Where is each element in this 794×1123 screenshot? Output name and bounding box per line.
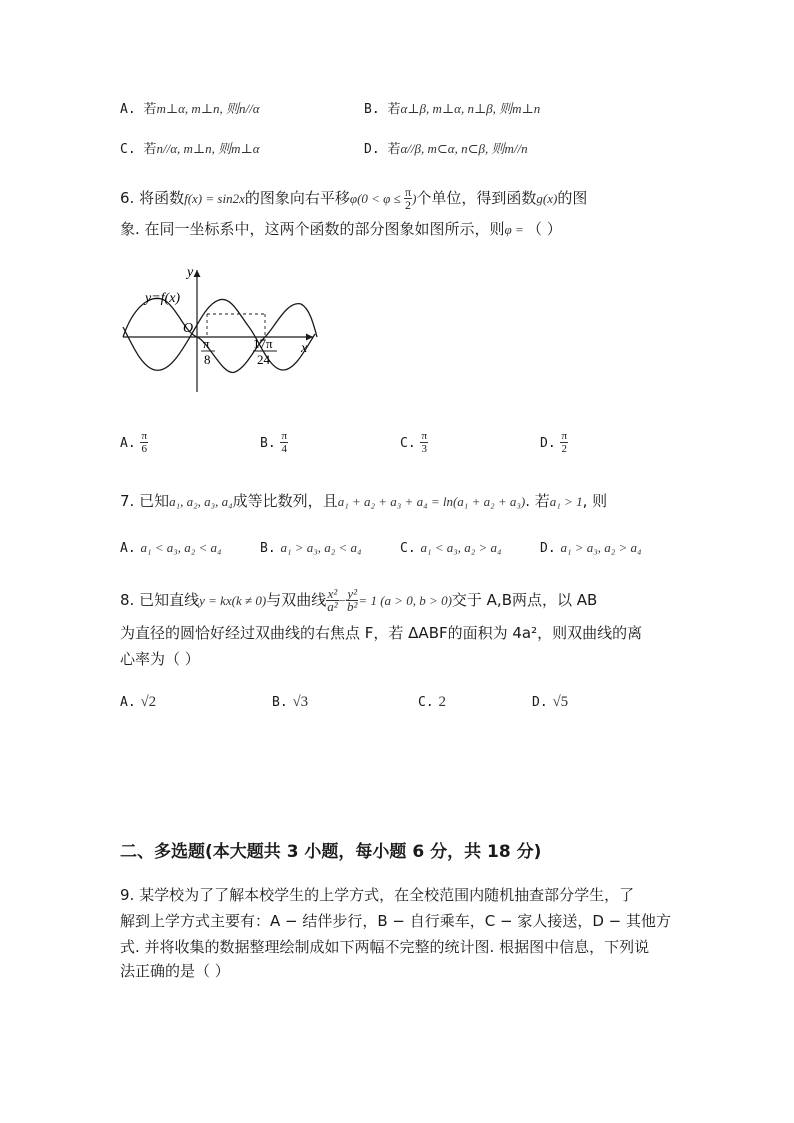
tick-pi-8-num: π: [203, 336, 210, 351]
f-curve: [123, 298, 317, 372]
q6-text: 的图象向右平移: [244, 189, 350, 207]
option-math: n//α, m⊥n, 则m⊥α: [156, 141, 260, 156]
q8-line2: 为直径的圆恰好经过双曲线的右焦点 F，若 ΔABF的面积为 4a²，则双曲线的离: [120, 624, 643, 642]
q6-f-def: f(x) = sin2x: [184, 191, 245, 206]
q7-stem: 7. 已知a₁, a₂, a₃, a₄成等比数列，且a₁ + a₂ + a₃ + a₄ = ln(a₁ + a₂ + a₃). 若a₁ > 1, 则: [120, 492, 608, 510]
q8-x2-over-a2: $\frac{\text{x²}}{\text{a²}}$: [327, 586, 338, 614]
option-label: A. 若: [120, 102, 157, 117]
q6-option-d: D. $\frac{\pi}{2}$: [540, 430, 567, 455]
option-math: α//β, m⊂α, n⊂β, 则m//n: [400, 141, 528, 156]
option-label: B. 若: [364, 102, 401, 117]
q6-phi-range: φ(0 < φ ≤: [349, 191, 404, 206]
q8-hyperbola-rest: = 1 (a > 0, b > 0): [358, 593, 452, 608]
q7-seq: a₁, a₂, a₃, a₄: [169, 494, 233, 509]
q7-eq: a₁ + a₂ + a₃ + a₄ = ln(a₁ + a₂ + a₃): [337, 494, 526, 509]
q8-line3: 心率为（ ）: [120, 650, 200, 668]
tick-17pi-24-den: 24: [257, 352, 270, 367]
q6-text: 象. 在同一坐标系中，这两个函数的部分图象如图所示，则: [120, 220, 505, 238]
q6-text: 的图: [557, 189, 588, 207]
f-label: y=f(x): [145, 291, 181, 306]
option-label: D. 若: [364, 142, 401, 157]
section-heading: 二、多选题(本大题共 3 小题，每小题 6 分，共 18 分): [120, 842, 542, 862]
q9-line4: 法正确的是（ ）: [120, 962, 230, 980]
answer-blank: （ ）: [527, 220, 562, 238]
tick-pi-8-den: 8: [204, 352, 211, 367]
option-math: α⊥β, m⊥α, n⊥β, 则m⊥n: [400, 101, 541, 116]
q5-option-d: [364, 138, 528, 157]
q9-line2: 解到上学方式主要有：A − 结伴步行，B − 自行乘车，C − 家人接送，D − 其他方: [120, 912, 671, 930]
q6-option-a: A. $\frac{\pi}{6}$: [120, 430, 147, 455]
q7-option-c: C. a₁ < a₃, a₂ > a₄: [400, 540, 502, 556]
q6-g: g(x): [536, 191, 558, 206]
q6-text: 6. 将函数: [120, 189, 185, 207]
q7-option-d: D. a₁ > a₃, a₂ > a₄: [540, 540, 642, 556]
q8-option-c: C. 2: [418, 694, 446, 710]
tick-17pi-24-num: 17π: [253, 336, 273, 351]
q6-option-b: B. $\frac{\pi}{4}$: [260, 430, 287, 455]
q6-line2: [120, 218, 562, 239]
option-math: m⊥α, m⊥n, 则n//α: [156, 101, 260, 116]
q6-phi: φ =: [504, 222, 528, 237]
q7-option-a: A. a₁ < a₃, a₂ < a₄: [120, 540, 222, 556]
q8-line1: 8. 已知直线y = kx(k ≠ 0)与双曲线 $\frac{\text{x²}}{\text{a²}}$ − $\frac{\text{y²}}{\text{b²}}$ = 1 (a > 0, b > 0)交于 A,B两点，以 AB: [120, 586, 598, 614]
y-axis-label: y: [187, 265, 194, 280]
q8-y2-over-b2: $\frac{\text{y²}}{\text{b²}}$: [347, 586, 358, 614]
q9-line3: 式. 并将收集的数据整理绘制成如下两幅不完整的统计图. 根据图中信息，下列说: [120, 938, 650, 956]
q9-line1: 9. 某学校为了了解本校学生的上学方式，在全校范围内随机抽查部分学生，了: [120, 886, 635, 904]
q8-line-eq: y = kx(k ≠ 0): [199, 593, 267, 608]
q7-cond: a₁ > 1: [549, 494, 583, 509]
q5-option-a: [120, 98, 260, 117]
q8-option-a: A. √2: [120, 694, 157, 710]
q6-text: 个单位，得到函数: [416, 189, 537, 207]
option-label: C. 若: [120, 142, 157, 157]
q6-option-c: C. $\frac{\pi}{3}$: [400, 430, 427, 455]
q6-pi-over-2: $\frac{\pi}{2}$: [405, 185, 412, 212]
q8-option-d: D. √5: [532, 694, 569, 710]
origin-label: O: [183, 321, 194, 336]
q6-function-graph: [115, 262, 325, 397]
q7-option-b: B. a₁ > a₃, a₂ < a₄: [260, 540, 362, 556]
q5-option-c: [120, 138, 260, 157]
q6-line1: 6. 将函数f(x) = sin2x的图象向右平移φ(0 < φ ≤ $\frac{\pi}{2}$ )个单位，得到函数g(x)的图: [120, 185, 588, 212]
q8-option-b: B. √3: [272, 694, 309, 710]
q5-option-b: [364, 98, 540, 117]
x-axis-label: x: [301, 341, 308, 356]
